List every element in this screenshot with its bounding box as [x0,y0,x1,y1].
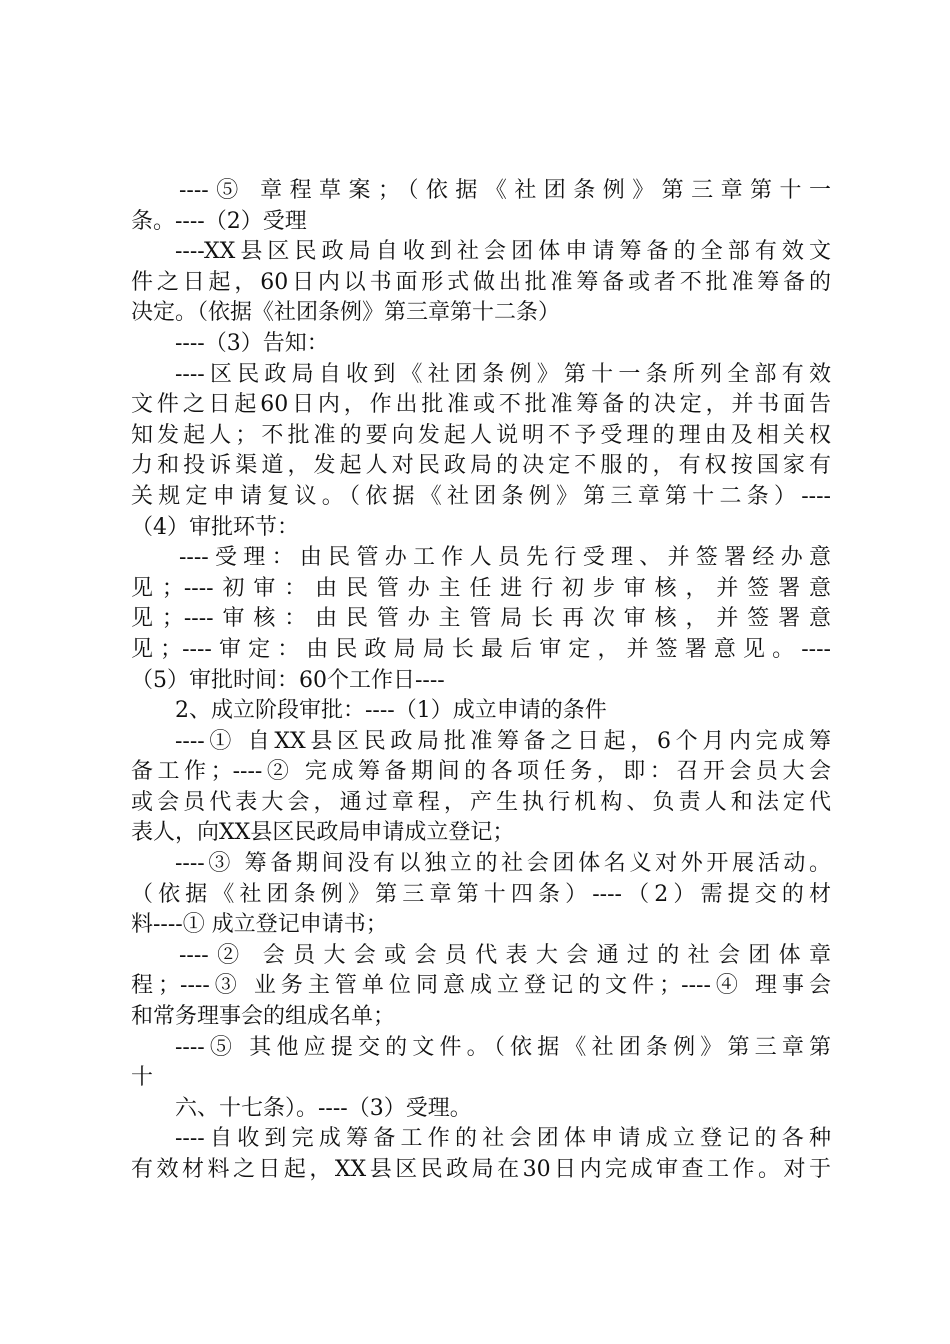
text-line: 2、成立阶段审批：----（1）成立申请的条件 [175,698,607,724]
text-line: 表人，向XX县区民政局申请成立登记； [131,820,515,846]
text-line: 程；----③ 业务主管单位同意成立登记的文件；----④ 理事会 [131,973,831,999]
text-line: ----③ 筹备期间没有以独立的社会团体名义对外开展活动。 [175,851,831,877]
text-line: 力和投诉渠道，发起人对民政局的决定不服的，有权按国家有 [131,453,831,479]
text-line: （4）审批环节： [131,514,299,540]
text-line: 和常务理事会的组成名单； [131,1004,396,1030]
text-line: ----XX县区民政局自收到社会团体申请筹备的全部有效文 [175,239,831,265]
text-line: 件之日起，60日内以书面形式做出批准筹备或者不批准筹备的 [131,269,831,295]
text-line: ----② 会员大会或会员代表大会通过的社会团体章 [179,942,831,968]
text-line: ----① 自XX县区民政局批准筹备之日起，6个月内完成筹 [175,728,831,754]
text-line: ----受理：由民管办工作人员先行受理、并签署经办意 [179,545,831,571]
text-line: 文件之日起60日内，作出批准或不批准筹备的决定，并书面告 [131,392,831,418]
text-line: 决定。（依据《社团条例》第三章第十二条） [131,300,561,326]
text-line: 或会员代表大会，通过章程，产生执行机构、负责人和法定代 [131,789,831,815]
text-line: 见；----初审：由民管办主任进行初步审核，并签署意 [131,575,831,601]
text-line: 见；----审定：由民政局局长最后审定，并签署意见。---- [131,636,831,662]
text-line: 见；----审核：由民管办主管局长再次审核，并签署意 [131,606,831,632]
text-line: ----自收到完成筹备工作的社会团体申请成立登记的各种 [175,1126,831,1152]
text-line: 条。----（2）受理 [131,208,307,234]
text-line: 十 [131,1065,154,1091]
text-line: 备工作；----② 完成筹备期间的各项任务，即：召开会员大会 [131,759,831,785]
text-line: （5）审批时间：60个工作日---- [131,667,445,693]
text-line: （依据《社团条例》第三章第十四条）----（2）需提交的材 [131,881,831,907]
text-line: ----⑤ 其他应提交的文件。（依据《社团条例》第三章第 [175,1034,831,1060]
text-line: ----（3）告知： [175,330,329,356]
text-line: 料----① 成立登记申请书； [131,912,388,938]
document-body [131,176,831,1186]
text-line: 六、十七条）。----（3）受理。 [175,1095,472,1121]
text-line: ----区民政局自收到《社团条例》第十一条所列全部有效 [175,361,831,387]
text-line: 知发起人；不批准的要向发起人说明不予受理的理由及相关权 [131,422,831,448]
text-line: 关规定申请复议。（依据《社团条例》第三章第十二条）---- [131,483,831,509]
text-line: 有效材料之日起，XX县区民政局在30日内完成审查工作。对于 [131,1157,831,1182]
text-line: ----⑤ 章程草案；（依据《社团条例》第三章第十一 [179,178,831,203]
